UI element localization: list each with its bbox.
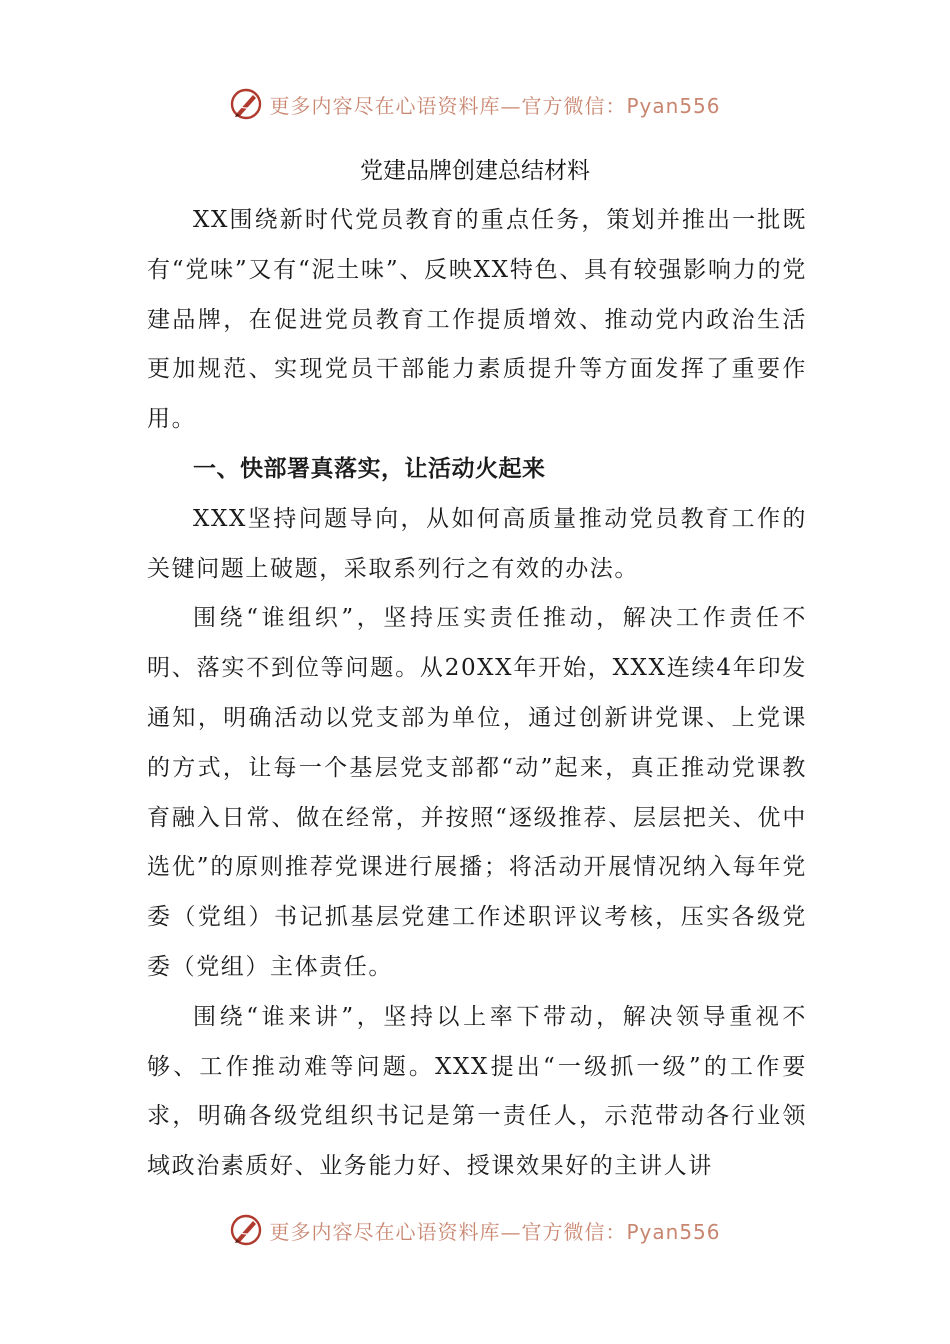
paragraph-who-lectures: 围绕“谁来讲”，坚持以上率下带动，解决领导重视不够、工作推动难等问题。XXX提出“一级抓一级”的工作要求，明确各级党组织书记是第一责任人，示范带动各行业领域政治素质好、业务能力好、授课效果好的主讲人讲 <box>147 1003 807 1180</box>
pen-logo-icon <box>229 1213 263 1247</box>
wechat-id: Pyan556 <box>626 1219 721 1244</box>
document-title: 党建品牌创建总结材料 <box>360 158 590 184</box>
watermark-text: 更多内容尽在心语资料库—官方微信：Pyan556 <box>269 1219 721 1244</box>
paragraph-problem-oriented: XXX坚持问题导向，从如何高质量推动党员教育工作的关键问题上破题，采取系列行之有效的办法。 <box>147 505 807 582</box>
document-body <box>147 196 807 1192</box>
paragraph-who-organizes: 围绕“谁组织”，坚持压实责任推动，解决工作责任不明、落实不到位等问题。从20XX年开始，XXX连续4年印发通知，明确活动以党支部为单位，通过创新讲党课、上党课的方式，让每一个基层党支部都“动”起来，真正推动党课教育融入日常、做在经常，并按照“逐级推荐、层层把关、优中选优”的原则推荐党课进行展播；将活动开展情况纳入每年党委（党组）书记抓基层党建工作述职评议考核，压实各级党委（党组）主体责任。 <box>147 605 807 980</box>
section-heading: 一、快部署真落实，让活动火起来 <box>193 455 546 482</box>
pen-logo-icon <box>229 87 263 121</box>
paragraph-intro: XX围绕新时代党员教育的重点任务，策划并推出一批既有“党味”又有“泥土味”、反映XX特色、具有较强影响力的党建品牌，在促进党员教育工作提质增效、推动党内政治生活更加规范、实现党员干部能力素质提升等方面发挥了重要作用。 <box>147 207 807 433</box>
watermark-banner-bottom <box>0 1210 950 1250</box>
wechat-id: Pyan556 <box>626 93 721 118</box>
watermark-banner-top <box>0 84 950 124</box>
watermark-text: 更多内容尽在心语资料库—官方微信：Pyan556 <box>269 93 721 118</box>
